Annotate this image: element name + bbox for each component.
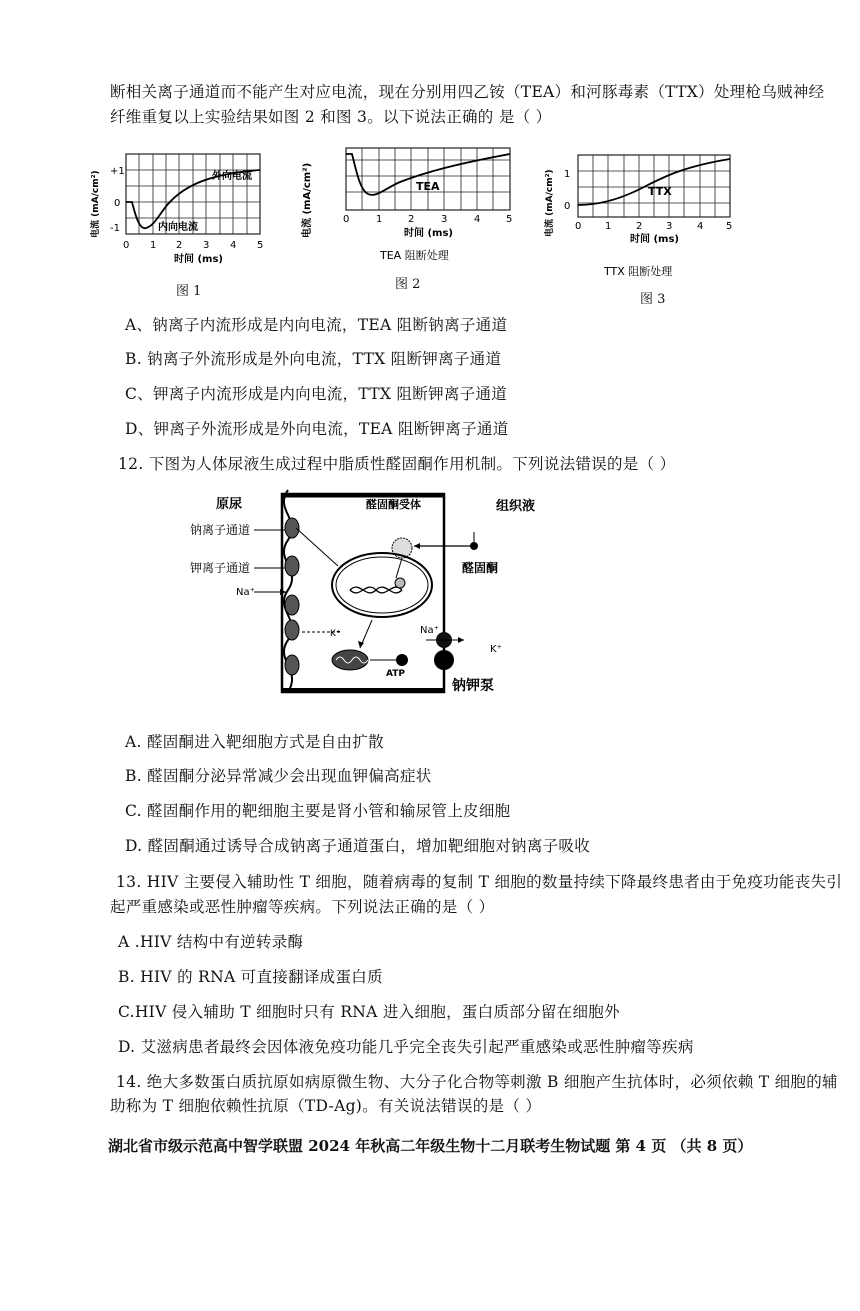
fig1-label-inward: 内向电流	[158, 222, 198, 233]
intro-line-1: 断相关离子通道而不能产生对应电流，现在分别用四乙铵（TEA）和河豚毒素（TTX）处理枪乌贼神经	[110, 83, 825, 101]
q13-stem-line-2: 起严重感染或恶性肿瘤等疾病。下列说法正确的是（ ）	[110, 898, 495, 916]
label-na-left: Na⁺	[236, 587, 255, 598]
fig1-xtick-3: 3	[203, 240, 210, 251]
label-atp: ATP	[386, 669, 406, 679]
pump-shape	[434, 650, 454, 670]
fig3-label: TTX	[648, 185, 672, 198]
q13-stem-line-1: 13. HIV 主要侵入辅助性 T 细胞，随着病毒的复制 T 细胞的数量持续下降最终患者由于免疫功能丧失引	[116, 873, 843, 891]
na-channel-shape	[285, 518, 299, 538]
fig1-ytick-minus1: -1	[110, 223, 120, 234]
label-pump: 钠钾泵	[452, 678, 494, 694]
fig3-ytick-1: 1	[564, 169, 571, 180]
q12-stem: 12. 下图为人体尿液生成过程中脂质性醛固酮作用机制。下列说法错误的是（ ）	[118, 455, 676, 473]
fig2-xtick-3: 3	[441, 214, 448, 225]
label-k-channel: 钾离子通道	[190, 561, 251, 575]
q12-option-b: B. 醛固酮分泌异常减少会出现血钾偏高症状	[125, 767, 432, 785]
k-channel-shape	[285, 556, 299, 576]
label-aldosterone: 醛固酮	[462, 561, 499, 575]
fig2-xtick-0: 0	[343, 214, 350, 225]
fig2-xtick-5: 5	[506, 214, 513, 225]
figure-1-chart	[88, 148, 278, 298]
fig1-xtick-4: 4	[230, 240, 237, 251]
fig3-xlabel: 时间 (ms)	[630, 234, 679, 245]
page-footer: 湖北省市级示范高中智学联盟 2024 年秋高二年级生物十二月联考生物试题 第 4 页 （共 8 页）	[108, 1137, 753, 1155]
fig2-ylabel: 电流 (mA/cm²)	[302, 162, 313, 238]
fig2-label: TEA	[416, 180, 440, 193]
fig3-ytick-0: 0	[564, 201, 571, 212]
label-k-inside: K⁺	[330, 629, 341, 639]
fig1-xtick-0: 0	[123, 240, 130, 251]
fig2-treatment: TEA 阻断处理	[380, 249, 449, 262]
q13-option-b: B. HIV 的 RNA 可直接翻译成蛋白质	[118, 968, 383, 986]
fig3-treatment: TTX 阻断处理	[604, 265, 673, 278]
fig2-xtick-2: 2	[408, 214, 415, 225]
fig1-caption: 图 1	[176, 284, 202, 299]
fig1-ylabel: 电流 (mA/cm²)	[91, 170, 101, 238]
fig3-xtick-5: 5	[726, 221, 733, 232]
fig3-xtick-1: 1	[605, 221, 612, 232]
fig1-label-outward: 外向电流	[212, 171, 252, 182]
figure-3-chart	[540, 145, 750, 295]
fig3-xtick-0: 0	[575, 221, 582, 232]
q12-option-d: D. 醛固酮通过诱导合成钠离子通道蛋白，增加靶细胞对钠离子吸收	[125, 837, 591, 855]
label-receptor: 醛固酮受体	[366, 498, 421, 511]
label-urine: 原尿	[216, 497, 243, 512]
figure-2-chart	[296, 140, 526, 280]
fig3-xtick-3: 3	[666, 221, 673, 232]
fig3-xtick-4: 4	[697, 221, 704, 232]
fig2-grid	[346, 148, 510, 210]
fig1-xtick-5: 5	[257, 240, 264, 251]
q11-option-a: A、钠离子内流形成是内向电流，TEA 阻断钠离子通道	[125, 316, 508, 334]
fig1-xtick-1: 1	[150, 240, 157, 251]
fig3-ylabel: 电流 (mA/cm²)	[545, 169, 555, 237]
q11-option-b: B. 钠离子外流形成是外向电流，TTX 阻断钾离子通道	[125, 350, 502, 368]
q14-stem-line-2: 助称为 T 细胞依赖性抗原（TD-Ag)。有关说法错误的是（ ）	[110, 1097, 542, 1115]
intro-line-2: 纤维重复以上实验结果如图 2 和图 3。以下说法正确的 是（ ）	[110, 108, 552, 126]
label-tissue-fluid: 组织液	[496, 499, 536, 514]
q12-option-a: A. 醛固酮进入靶细胞方式是自由扩散	[125, 733, 384, 751]
mitochondrion-shape	[332, 650, 368, 670]
label-na-right: Na⁺	[420, 625, 439, 636]
aldosterone-diagram	[190, 480, 550, 715]
q13-option-c: C.HIV 侵入辅助 T 细胞时只有 RNA 进入细胞，蛋白质部分留在细胞外	[118, 1003, 620, 1021]
fig2-xtick-4: 4	[474, 214, 481, 225]
fig2-xlabel: 时间 (ms)	[404, 228, 453, 239]
fig1-xlabel: 时间 (ms)	[174, 254, 223, 265]
fig1-xtick-2: 2	[176, 240, 183, 251]
fig2-caption: 图 2	[395, 277, 421, 292]
fig1-ytick-plus1: +1	[110, 166, 125, 177]
fig2-xtick-1: 1	[376, 214, 383, 225]
fig3-xtick-2: 2	[636, 221, 643, 232]
q13-option-a: A .HIV 结构中有逆转录酶	[118, 933, 304, 951]
q13-option-d: D. 艾滋病患者最终会因体液免疫功能几乎完全丧失引起严重感染或恶性肿瘤等疾病	[118, 1038, 694, 1056]
q14-stem-line-1: 14. 绝大多数蛋白质抗原如病原微生物、大分子化合物等刺激 B 细胞产生抗体时，必须依赖 T 细胞的辅	[116, 1073, 838, 1091]
q11-option-d: D、钾离子外流形成是外向电流，TEA 阻断钾离子通道	[125, 420, 509, 438]
fig1-ytick-0: 0	[114, 198, 121, 209]
q12-option-c: C. 醛固酮作用的靶细胞主要是肾小管和输尿管上皮细胞	[125, 802, 511, 820]
q11-option-c: C、钾离子内流形成是内向电流，TTX 阻断钾离子通道	[125, 385, 508, 403]
nucleus-shape	[332, 553, 432, 617]
label-na-channel: 钠离子通道	[190, 523, 251, 537]
fig3-caption: 图 3	[640, 292, 666, 307]
label-k-right: K⁺	[490, 644, 502, 655]
